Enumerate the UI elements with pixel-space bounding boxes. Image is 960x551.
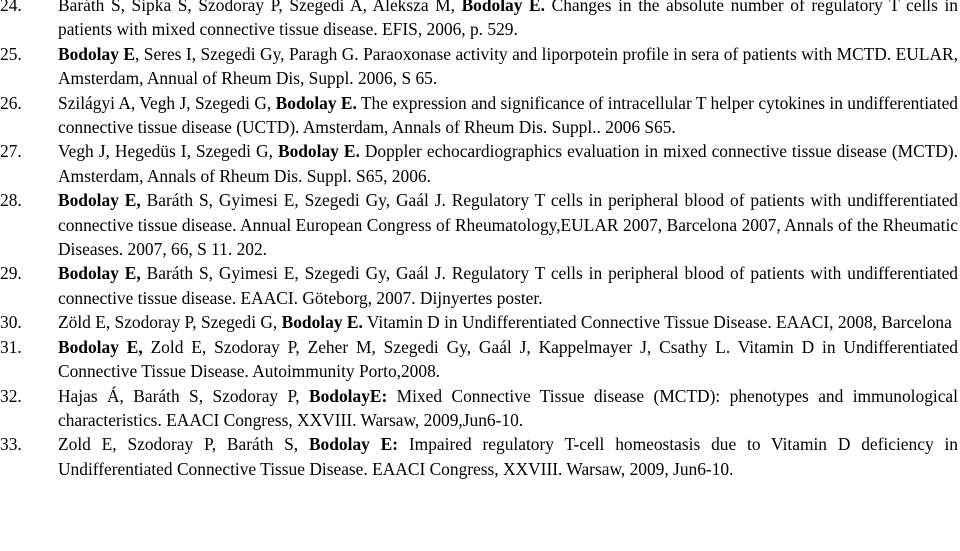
- reference-segment: The expression and significance of intracellular T helper cytokines in undifferentiated connective tissue disease (UCTD). Amsterdam, Annals of Rheum Dis. Suppl.. 2006 S65.: [58, 92, 958, 138]
- reference-segment: Changes in the absolute number of regulatory T cells in patients with mixed connective tissue disease. EFIS, 2006, p. 529.: [58, 0, 958, 40]
- reference-item: [0, 139, 958, 188]
- reference-segment: Szilágyi A, Vegh J, Szegedi G,: [58, 92, 276, 113]
- reference-text: [58, 93, 958, 137]
- reference-item: [0, 91, 958, 140]
- reference-item: [0, 310, 958, 334]
- reference-segment: Baráth S, Gyimesi E, Szegedi Gy, Gaál J. Regulatory T cells in peripheral blood of patients with undifferentiated connective tissue disease. EAACI. Göteborg, 2007. Dijnyertes poster.: [58, 263, 958, 308]
- reference-segment: Zöld E, Szodoray P, Szegedi G,: [58, 312, 282, 333]
- reference-segment: , Seres I, Szegedi Gy, Paragh G. Paraoxonase activity and liporpotein profile in sera of patients with MCTD. EULAR, Amsterdam, Annual of Rheum Dis, Suppl. 2006, S 65.: [58, 43, 958, 89]
- reference-item: [0, 261, 958, 310]
- reference-segment: Vegh J, Hegedüs I, Szegedi G,: [58, 141, 278, 162]
- reference-segment: Impaired regulatory T-cell homeostasis due to Vitamin D deficiency in Undifferentiated Connective Tissue Disease. EAACI Congress, XXVIII. Warsaw, 2009, Jun6-10.: [58, 434, 958, 479]
- reference-text: [58, 386, 958, 430]
- reference-number: 27.: [0, 141, 22, 162]
- author-highlight: Bodolay E,: [58, 336, 143, 357]
- author-highlight: Bodolay E.: [277, 141, 360, 162]
- reference-segment: Hajas Á, Baráth S, Szodoray P,: [58, 385, 309, 406]
- reference-item: [0, 0, 958, 42]
- reference-text: [58, 434, 958, 478]
- reference-number: 25.: [0, 43, 22, 64]
- reference-number: 31.: [0, 336, 22, 357]
- reference-segment: Zold E, Szodoray P, Baráth S,: [58, 434, 309, 455]
- reference-text: [58, 337, 958, 381]
- reference-segment: Vitamin D in Undifferentiated Connective Tissue Disease. EAACI, 2008, Barcelona: [362, 312, 952, 333]
- reference-number: 32.: [0, 385, 22, 406]
- reference-item: [0, 42, 958, 91]
- reference-segment: Baráth S, Sipka S, Szodoray P, Szegedi A, Aleksza M,: [58, 0, 462, 15]
- reference-text: [58, 44, 958, 88]
- author-highlight: Bodolay E.: [281, 312, 363, 333]
- reference-text: [58, 141, 958, 185]
- author-highlight: Bodolay E:: [308, 434, 399, 455]
- reference-text: [58, 190, 958, 259]
- author-highlight: BodolayE:: [309, 385, 388, 406]
- reference-segment: Doppler echocardiographics evaluation in mixed connective tissue disease (MCTD). Amsterdam, Annals of Rheum Dis. Suppl. S65, 2006.: [58, 141, 958, 186]
- reference-number: 26.: [0, 92, 22, 113]
- reference-number: 29.: [0, 263, 22, 284]
- reference-text: [58, 0, 958, 39]
- reference-number: 33.: [0, 434, 22, 455]
- reference-item: [0, 432, 958, 481]
- reference-item: [0, 384, 958, 433]
- reference-text: [58, 312, 952, 332]
- reference-number: 24.: [0, 0, 22, 15]
- reference-item: [0, 335, 958, 384]
- author-highlight: Bodolay E,: [58, 263, 141, 284]
- reference-segment: Baráth S, Gyimesi E, Szegedi Gy, Gaál J. Regulatory T cells in peripheral blood of patients with undifferentiated connective tissue disease. Annual European Congress of Rheumatology,EULAR 2007, Barcelona 2007, Annals of the Rheumatic Diseases. 2007, 66, S 11. 202.: [58, 190, 958, 260]
- reference-item: [0, 188, 958, 261]
- reference-text: [58, 263, 958, 307]
- reference-number: 28.: [0, 190, 22, 211]
- author-highlight: Bodolay E,: [58, 190, 141, 211]
- author-highlight: Bodolay E.: [461, 0, 545, 15]
- reference-segment: Mixed Connective Tissue disease (MCTD): phenotypes and immunological characteristics. EAACI Congress, XXVIII. Warsaw, 2009,Jun6-10.: [58, 385, 958, 430]
- reference-segment: Zold E, Szodoray P, Zeher M, Szegedi Gy, Gaál J, Kappelmayer J, Csathy L. Vitamin D in Undifferentiated Connective Tissue Disease. Autoimmunity Porto,2008.: [58, 336, 958, 382]
- author-highlight: Bodolay E: [58, 43, 135, 64]
- author-highlight: Bodolay E.: [275, 92, 357, 113]
- reference-number: 30.: [0, 312, 22, 333]
